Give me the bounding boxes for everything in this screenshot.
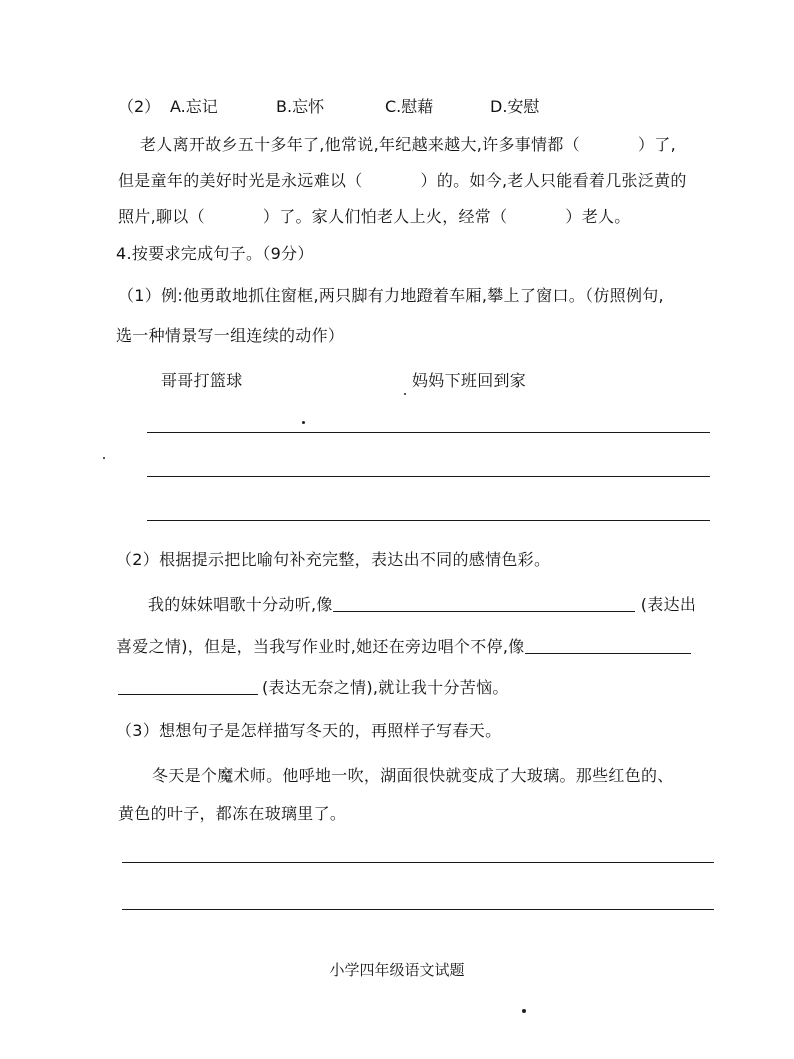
q4-part2-line-3 — [118, 677, 509, 699]
q2-option-d: D.安慰 — [490, 97, 540, 116]
passage-text: 照片,聊以（ — [118, 207, 205, 226]
scan-speck — [404, 393, 406, 395]
passage-text: ）的。如今,老人只能看着几张泛黄的 — [420, 171, 687, 190]
q4-part3-title: （3）想想句子是怎样描写冬天的，再照样子写春天。 — [116, 721, 502, 740]
writing-line-2[interactable] — [147, 476, 710, 477]
page-footer: 小学四年级语文试题 — [329, 961, 465, 979]
q4-part2-line-1 — [148, 594, 696, 616]
q2-option-c: C.慰藉 — [385, 97, 434, 116]
q2-number: （2） — [118, 97, 161, 116]
scan-speck — [302, 421, 305, 424]
writing-line-3[interactable] — [147, 520, 710, 521]
passage-text: ）了。家人们怕老人上火，经常（ — [262, 207, 508, 226]
scene-option-1: 哥哥打篮球 — [161, 371, 243, 390]
q2-passage-line-2 — [118, 170, 687, 192]
passage-text: ）老人。 — [565, 207, 631, 226]
fill-in-line[interactable] — [118, 678, 258, 695]
q4-part2-line-2 — [116, 636, 691, 658]
scan-speck — [522, 1009, 526, 1013]
fill-in-line[interactable] — [333, 595, 635, 612]
q4-heading: 4.按要求完成句子。（9分） — [116, 244, 314, 263]
passage-text: 老人离开故乡五十多年了,他常说,年纪越来越大,许多事情都（ — [140, 135, 580, 154]
q4-part1-line-2: 选一种情景写一组连续的动作） — [116, 326, 345, 345]
passage-text: 但是童年的美好时光是永远难以（ — [118, 171, 363, 190]
passage-text: ）了, — [637, 135, 676, 154]
writing-line-4[interactable] — [122, 862, 714, 863]
scene-option-2: 妈妈下班回到家 — [412, 371, 527, 390]
fill-in-line[interactable] — [525, 637, 691, 654]
sentence-text: 我的妹妹唱歌十分动听,像 — [148, 595, 333, 614]
sentence-text: (表达出 — [640, 595, 697, 614]
q2-passage-line-1 — [140, 134, 676, 156]
q4-part2-title: （2）根据提示把比喻句补充完整，表达出不同的感情色彩。 — [116, 550, 551, 569]
q2-option-a: A.忘记 — [170, 97, 218, 116]
scan-speck — [103, 457, 105, 459]
q4-part1-line-1: （1）例:他勇敢地抓住窗框,两只脚有力地蹬着车厢,攀上了窗口。（仿照例句, — [118, 286, 664, 305]
sentence-text: 喜爱之情)，但是，当我写作业时,她还在旁边唱个不停,像 — [116, 637, 525, 656]
writing-line-5[interactable] — [122, 909, 714, 910]
q2-passage-line-3 — [118, 206, 631, 228]
q2-option-b: B.忘怀 — [276, 97, 325, 116]
sentence-text: (表达无奈之情),就让我十分苦恼。 — [262, 678, 509, 697]
q4-part3-example-line-2: 黄色的叶子，都冻在玻璃里了。 — [118, 804, 347, 823]
q4-part3-example-line-1: 冬天是个魔术师。他呼地一吹，湖面很快就变成了大玻璃。那些红色的、 — [152, 766, 674, 785]
writing-line-1[interactable] — [147, 432, 710, 433]
